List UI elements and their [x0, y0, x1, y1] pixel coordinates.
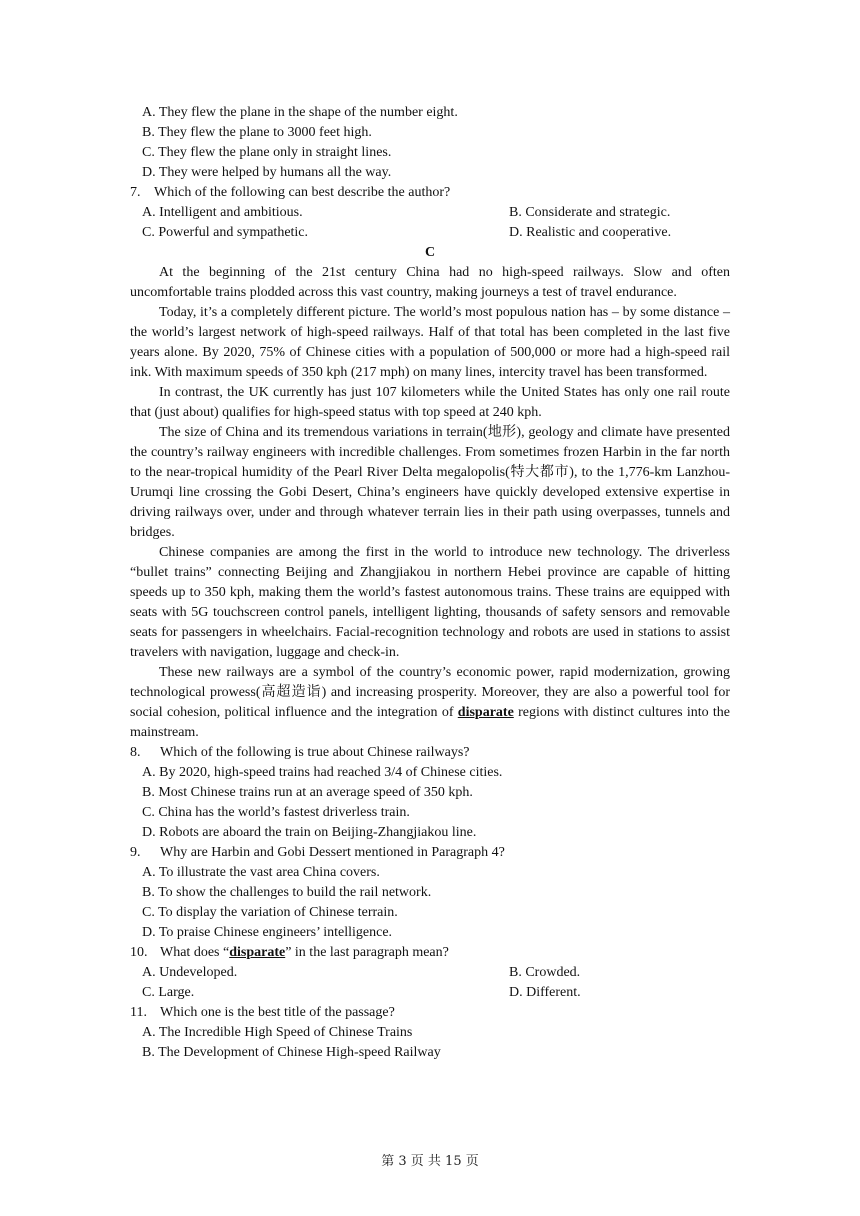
q10-option-d: D. Different. [509, 985, 581, 1000]
q7-option-c: C. Powerful and sympathetic. [142, 225, 309, 240]
q9-option-c: C. To display the variation of Chinese terrain. [142, 905, 398, 920]
q9-option-a: A. To illustrate the vast area China covers. [142, 865, 380, 880]
q6-option-a: A. They flew the plane in the shape of the number eight. [142, 105, 458, 120]
p6-text-before: These new railways are a symbol of the country’s economic power, rapid modernization, growing technological prowess(高超造诣) and increasing prosperity. Moreover, they are also a powerful tool for social cohesion, political influence and the integration of [130, 665, 730, 720]
q7-stem-text: Which of the following can best describe the author? [154, 185, 451, 200]
q6-option-d: D. They were helped by humans all the way. [142, 165, 392, 180]
q8-stem-text: Which of the following is true about Chinese railways? [160, 745, 470, 760]
q10-number: 10. [130, 945, 148, 960]
q11-option-b: B. The Development of Chinese High-speed Railway [142, 1045, 441, 1060]
section-heading: C [424, 245, 436, 260]
q9-number: 9. [130, 845, 141, 860]
q10-options-row-2 [130, 983, 730, 1003]
q7-options-row-1 [130, 203, 730, 223]
q10-options-row-1 [130, 963, 730, 983]
q7-number: 7. [130, 185, 141, 200]
q10-option-a: A. Undeveloped. [142, 965, 238, 980]
q9-option-b: B. To show the challenges to build the rail network. [142, 885, 432, 900]
q9-stem [130, 843, 730, 863]
passage-paragraph-5: Chinese companies are among the first in the world to introduce new technology. The driverless “bullet trains” connecting Beijing and Zhangjiakou in northern Hebei province are capable of hitting speeds up to 350 kph, making them the world’s fastest autonomous trains. These trains are equipped with seats with 5G touchscreen control panels, intelligent lighting, thousands of safety sensors and removable seats for passengers in wheelchairs. Facial-recognition technology and robots are used in stations to assist travelers with navigation, luggage and check-in. [130, 545, 730, 660]
q10-stem-before: What does “ [160, 945, 230, 960]
document-page [130, 103, 730, 1063]
q8-option-d: D. Robots are aboard the train on Beijing-Zhangjiakou line. [142, 825, 477, 840]
q11-stem [130, 1003, 730, 1023]
q8-option-a: A. By 2020, high-speed trains had reached 3/4 of Chinese cities. [142, 765, 503, 780]
q10-option-c: C. Large. [142, 985, 195, 1000]
q7-option-d: D. Realistic and cooperative. [509, 225, 672, 240]
passage-paragraph-4: The size of China and its tremendous variations in terrain(地形), geology and climate have presented the country’s railway engineers with incredible challenges. From sometimes frozen Harbin in the far north to the near-tropical humidity of the Pearl River Delta megalopolis(特大都市), to the 1,776-km Lanzhou-Urumqi line crossing the Gobi Desert, China’s engineers have quickly developed extensive expertise in driving railways over, under and through whatever terrain lies in their path using overpasses, tunnels and bridges. [130, 425, 730, 540]
page-footer: 第 3 页 共 15 页 [381, 1154, 479, 1169]
q9-stem-text: Why are Harbin and Gobi Dessert mentioned in Paragraph 4? [160, 845, 505, 860]
q8-option-b: B. Most Chinese trains run at an average speed of 350 kph. [142, 785, 473, 800]
q8-number: 8. [130, 745, 141, 760]
passage-paragraph-1: At the beginning of the 21st century China had no high-speed railways. Slow and often uncomfortable trains plodded across this vast country, making journeys a test of travel endurance. [130, 265, 730, 300]
p6-key-word: disparate [457, 705, 514, 720]
q8-option-c: C. China has the world’s fastest driverless train. [142, 805, 410, 820]
q7-option-b: B. Considerate and strategic. [509, 205, 671, 220]
q7-options-row-2 [130, 223, 730, 243]
q6-option-c: C. They flew the plane only in straight lines. [142, 145, 392, 160]
passage-paragraph-3: In contrast, the UK currently has just 107 kilometers while the United States has only one rail route that (just about) qualifies for high-speed status with top speed at 240 kph. [130, 385, 730, 420]
q10-stem [130, 943, 730, 963]
passage-paragraph-6 [130, 663, 730, 743]
q6-option-b: B. They flew the plane to 3000 feet high. [142, 125, 372, 140]
passage-paragraph-2: Today, it’s a completely different picture. The world’s most populous nation has – by some distance – the world’s largest network of high-speed railways. Half of that total has been completed in the last five years alone. By 2020, 75% of Chinese cities with a population of 500,000 or more had a high-speed rail ink. With maximum speeds of 350 kph (217 mph) on many lines, intercity travel has been transformed. [130, 305, 730, 380]
q10-key-word: disparate [229, 945, 286, 960]
q10-option-b: B. Crowded. [509, 965, 581, 980]
q11-stem-text: Which one is the best title of the passage? [160, 1005, 395, 1020]
q8-stem [130, 743, 730, 763]
q7-option-a: A. Intelligent and ambitious. [142, 205, 303, 220]
q10-stem-after: ” in the last paragraph mean? [285, 945, 449, 960]
p6-text-after: regions with distinct cultures into the mainstream. [130, 705, 730, 740]
q9-option-d: D. To praise Chinese engineers’ intelligence. [142, 925, 393, 940]
q11-number: 11. [130, 1005, 147, 1020]
q11-option-a: A. The Incredible High Speed of Chinese Trains [142, 1025, 413, 1040]
q7-stem [130, 183, 730, 203]
